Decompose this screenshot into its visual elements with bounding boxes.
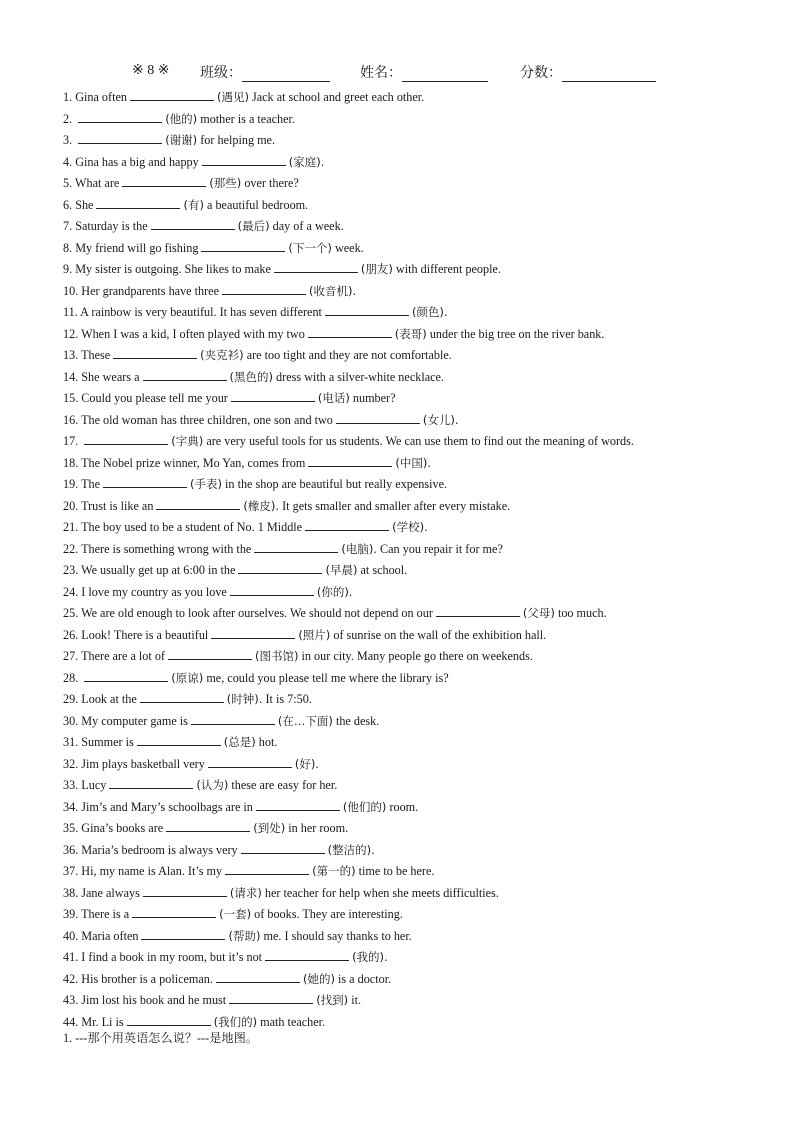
chinese-hint: (一套) [219,907,252,921]
question-number: 43. [63,993,79,1007]
question-item [63,625,783,647]
chinese-hint: (到处) [253,821,286,835]
question-text-before: There is a [81,907,130,921]
question-text-after: of books. They are interesting. [254,907,403,921]
question-number: 28. [63,670,79,685]
chinese-hint: (家庭). [288,154,325,169]
question-item [63,818,783,840]
answer-blank[interactable] [122,174,206,187]
question-item [63,302,783,324]
question-text-before: We usually get up at 6:00 in the [81,563,236,577]
question-text-before: Trust is like an [81,498,154,513]
answer-blank[interactable] [137,733,221,746]
section-two-first-item: 1. ---那个用英语怎么说？---是地图。 [63,1031,258,1045]
question-text-before: The [81,477,101,491]
question-number: 13. [63,348,79,362]
answer-blank[interactable] [256,798,340,811]
question-number: 7. [63,219,73,233]
question-item [63,238,783,260]
question-text-before: She wears a [81,369,140,384]
answer-blank[interactable] [130,88,214,101]
question-item [63,281,783,303]
question-number: 6. [63,197,73,212]
chinese-hint: (她的) [302,971,335,986]
question-number: 32. [63,756,79,771]
chinese-hint: (他们的) [342,799,387,814]
score-input-line[interactable] [562,66,656,82]
answer-blank[interactable] [96,196,180,209]
question-text-after: are too tight and they are not comfortable. [246,348,452,362]
question-item [63,646,783,668]
question-text-after: with different people. [395,262,501,276]
question-text-before: His brother is a policeman. [81,971,213,986]
question-number: 40. [63,928,79,943]
question-number: 8. [63,240,73,255]
question-number: 31. [63,735,79,749]
question-text-before: When I was a kid, I often played with my two [81,326,305,341]
question-item [63,754,783,776]
question-item [63,689,783,711]
question-number: 18. [63,455,79,470]
question-text-before: She [75,197,94,212]
answer-blank[interactable] [109,776,193,789]
name-input-line[interactable] [402,66,488,82]
question-number: 39. [63,907,79,921]
question-text-after: day of a week. [272,219,344,233]
answer-blank[interactable] [156,497,240,510]
question-text-after: at school. [360,563,408,577]
question-text-before: Jim lost his book and he must [81,993,227,1007]
question-text-before: Jim plays basketball very [81,756,205,771]
question-text-after: her teacher for help when she meets difficulties. [264,885,499,900]
question-item [63,130,783,152]
chinese-hint: (你的). [316,584,353,599]
question-number: 25. [63,606,79,620]
chinese-hint: (黑色的) [229,369,273,384]
chinese-hint: (手表) [190,477,222,491]
question-text-before: Maria often [81,928,139,943]
chinese-hint: (电脑). [341,541,377,556]
chinese-hint: (父母) [522,606,555,620]
answer-blank[interactable] [151,217,235,230]
question-text-after: me. I should say thanks to her. [263,928,412,943]
question-number: 35. [63,821,79,835]
question-item [63,87,783,109]
answer-blank[interactable] [143,368,227,381]
page-mark: ※ 8 ※ [132,63,170,78]
question-text-before: Lucy [81,778,107,792]
answer-blank[interactable] [78,131,162,144]
answer-blank[interactable] [436,604,520,617]
question-text-after: in our city. Many people go there on weekends. [301,649,533,663]
chinese-hint: (夹克衫) [200,348,244,362]
answer-blank[interactable] [132,905,216,918]
question-text-before: What are [74,176,120,190]
answer-blank[interactable] [231,389,315,402]
chinese-hint: (有) [183,197,204,212]
answer-blank[interactable] [113,346,197,359]
question-text-before: A rainbow is very beautiful. It has seven different [80,305,322,319]
question-item [63,904,783,926]
chinese-hint: (总是) [223,735,256,749]
question-item [63,883,783,905]
question-number: 37. [63,864,79,878]
question-text-before: Gina often [75,90,127,104]
answer-blank[interactable] [225,862,309,875]
chinese-hint: (原谅) [171,670,204,685]
question-text-before: These [81,348,111,362]
question-number: 20. [63,498,79,513]
answer-blank[interactable] [241,841,325,854]
question-text-after: number? [352,391,396,405]
question-number: 1. [63,90,73,104]
question-item [63,560,783,582]
question-text-before: There is something wrong with the [81,541,252,556]
answer-blank[interactable] [305,518,389,531]
answer-blank[interactable] [211,626,295,639]
question-text-before: Gina has a big and happy [75,154,199,169]
question-text-before: Mr. Li is [81,1014,124,1029]
question-text-after: in her room. [288,821,349,835]
chinese-hint: (中国). [395,455,431,470]
chinese-hint: (在…下面) [277,713,333,728]
name-label: 姓名： [360,66,402,81]
chinese-hint: (照片) [298,627,331,642]
question-text-after: me, could you please tell me where the library is? [206,670,449,685]
question-number: 29. [63,692,79,706]
class-input-line[interactable] [242,66,330,82]
answer-blank[interactable] [229,991,313,1004]
question-number: 2. [63,111,73,126]
chinese-hint: (时钟). [226,692,263,706]
question-text-after: under the big tree on the river bank. [429,326,605,341]
chinese-hint: (整洁的). [327,842,375,857]
question-item [63,539,783,561]
question-number: 22. [63,541,79,556]
chinese-hint: (图书馆) [254,649,299,663]
chinese-hint: (最后) [237,219,270,233]
question-text-after: dress with a silver-white necklace. [276,369,444,384]
answer-blank[interactable] [166,819,250,832]
question-item [63,324,783,346]
answer-blank[interactable] [103,475,187,488]
question-text-before: My sister is outgoing. She likes to make [75,262,271,276]
question-number: 17. [63,434,79,448]
answer-blank[interactable] [222,282,306,295]
question-item [63,947,783,969]
chinese-hint: (帮助) [228,928,261,943]
question-item [63,711,783,733]
question-text-after: is a doctor. [337,971,392,986]
question-item [63,453,783,475]
question-number: 44. [63,1014,79,1029]
question-text-before: Look! There is a beautiful [81,627,209,642]
score-field [520,62,656,82]
question-number: 33. [63,778,79,792]
question-text-after: are very useful tools for us students. We can use them to find out the meaning of words. [206,434,634,448]
question-text-after: math teacher. [260,1014,326,1029]
question-text-before: Maria’s bedroom is always very [81,842,238,857]
question-text-before: Summer is [81,735,134,749]
question-item [63,517,783,539]
question-text-before: Hi, my name is Alan. It’s my [81,864,223,878]
chinese-hint: (颜色). [411,305,448,319]
question-text-before: Gina’s books are [81,821,164,835]
question-text-before: I find a book in my room, but it’s not [81,950,263,964]
question-item [63,732,783,754]
question-item [63,259,783,281]
question-text-before: My friend will go fishing [75,240,199,255]
answer-blank[interactable] [140,690,224,703]
chinese-hint: (橡皮). [243,498,280,513]
question-item [63,431,783,453]
question-number: 3. [63,133,73,147]
chinese-hint: (那些) [209,176,242,190]
question-number: 15. [63,391,79,405]
question-number: 24. [63,584,79,599]
question-text-after: the desk. [335,713,380,728]
answer-blank[interactable] [308,454,392,467]
answer-blank[interactable] [201,239,285,252]
question-number: 21. [63,520,79,534]
answer-blank[interactable] [78,110,162,123]
answer-blank[interactable] [254,540,338,553]
question-item [63,990,783,1012]
question-number: 23. [63,563,79,577]
chinese-hint: (学校). [392,520,428,534]
question-text-after: it. [351,993,362,1007]
question-text-after: It gets smaller and smaller after every mistake. [282,498,511,513]
chinese-hint: (找到) [316,993,349,1007]
question-item [63,797,783,819]
question-item [63,173,783,195]
answer-blank[interactable] [308,325,392,338]
question-number: 16. [63,412,79,427]
chinese-hint: (他的) [165,111,198,126]
question-text-after: week. [334,240,364,255]
question-text-after: hot. [258,735,278,749]
chinese-hint: (我们的) [213,1014,258,1029]
question-number: 30. [63,713,79,728]
question-number: 4. [63,154,73,169]
question-text-before: We are old enough to look after ourselves. We should not depend on our [81,606,433,620]
worksheet-header [0,62,794,86]
question-item [63,388,783,410]
class-field [200,62,330,82]
question-item [63,840,783,862]
chinese-hint: (我的). [352,950,388,964]
question-item [63,410,783,432]
question-text-after: It is 7:50. [265,692,312,706]
question-number: 5. [63,176,73,190]
question-item [63,861,783,883]
chinese-hint: (遇见) [216,90,249,104]
question-text-before: Her grandparents have three [81,283,219,298]
answer-blank[interactable] [238,561,322,574]
chinese-hint: (女儿). [422,412,459,427]
question-item [63,195,783,217]
chinese-hint: (好). [294,756,319,771]
question-number: 19. [63,477,79,491]
chinese-hint: (朋友) [360,262,393,276]
answer-blank[interactable] [84,432,168,445]
name-field [360,62,488,82]
question-number: 12. [63,326,79,341]
answer-blank[interactable] [127,1013,211,1026]
answer-blank[interactable] [336,411,420,424]
question-item [63,582,783,604]
question-item [63,603,783,625]
class-label: 班级： [200,66,242,81]
question-item [63,668,783,690]
question-text-before: Jim’s and Mary’s schoolbags are in [81,799,253,814]
chinese-hint: (认为) [196,778,229,792]
chinese-hint: (下一个) [288,240,332,255]
question-text-before: Look at the [81,692,137,706]
answer-blank[interactable] [168,647,252,660]
question-item [63,152,783,174]
question-text-after: over there? [244,176,299,190]
question-text-after: of sunrise on the wall of the exhibition hall. [333,627,547,642]
question-item [63,969,783,991]
question-number: 36. [63,842,79,857]
question-list [63,87,783,1033]
question-text-after: Jack at school and greet each other. [252,90,425,104]
chinese-hint: (电话) [317,391,350,405]
score-label: 分数： [520,66,562,81]
chinese-hint: (第一的) [312,864,356,878]
question-item [63,775,783,797]
question-number: 42. [63,971,79,986]
question-item [63,109,783,131]
answer-blank[interactable] [216,970,300,983]
question-text-after: too much. [557,606,607,620]
chinese-hint: (早晨) [325,563,358,577]
answer-blank[interactable] [208,755,292,768]
question-text-before: My computer game is [81,713,188,728]
answer-blank[interactable] [230,583,314,596]
question-number: 38. [63,885,79,900]
question-text-before: There are a lot of [81,649,165,663]
question-text-after: these are easy for her. [231,778,338,792]
chinese-hint: (字典) [171,434,204,448]
question-item [63,496,783,518]
question-text-before: Jane always [81,885,140,900]
question-number: 9. [63,262,73,276]
question-text-before: Could you please tell me your [81,391,228,405]
question-text-before: The old woman has three children, one son and two [81,412,333,427]
answer-blank[interactable] [325,303,409,316]
chinese-hint: (请求) [229,885,262,900]
question-text-after: in the shop are beautiful but really expensive. [225,477,448,491]
question-text-after: Can you repair it for me? [380,541,503,556]
question-item [63,367,783,389]
question-item [63,216,783,238]
chinese-hint: (谢谢) [165,133,198,147]
question-number: 10. [63,283,79,298]
question-number: 14. [63,369,79,384]
answer-blank[interactable] [274,260,358,273]
question-item [63,474,783,496]
answer-blank[interactable] [265,948,349,961]
question-text-after: time to be here. [358,864,435,878]
question-number: 11. [63,305,78,319]
question-text-after: mother is a teacher. [200,111,295,126]
question-text-before: The boy used to be a student of No. 1 Middle [81,520,303,534]
answer-blank[interactable] [84,669,168,682]
question-item [63,345,783,367]
answer-blank[interactable] [141,927,225,940]
question-text-before: Saturday is the [75,219,148,233]
answer-blank[interactable] [143,884,227,897]
answer-blank[interactable] [191,712,275,725]
question-text-before: The Nobel prize winner, Mo Yan, comes from [81,455,306,470]
question-text-before: I love my country as you love [81,584,227,599]
question-item [63,926,783,948]
question-number: 26. [63,627,79,642]
question-text-after: a beautiful bedroom. [207,197,309,212]
question-number: 27. [63,649,79,663]
question-text-after: for helping me. [200,133,276,147]
answer-blank[interactable] [202,153,286,166]
question-text-after: room. [389,799,419,814]
question-number: 34. [63,799,79,814]
chinese-hint: (收音机). [309,283,357,298]
chinese-hint: (表哥) [394,326,427,341]
question-number: 41. [63,950,79,964]
